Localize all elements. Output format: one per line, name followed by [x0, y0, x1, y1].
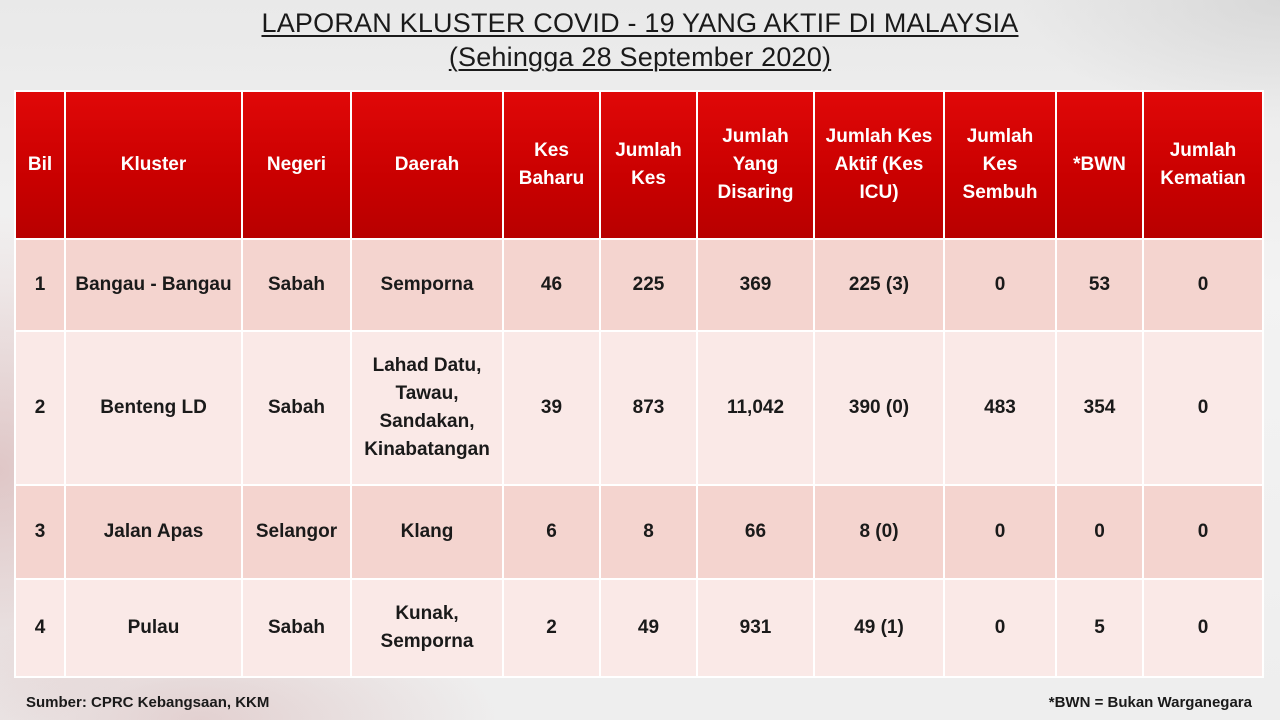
column-header-bil: Bil — [15, 91, 65, 239]
table-row — [15, 579, 1263, 677]
cell-bil: 1 — [15, 239, 65, 331]
cell-negeri: Selangor — [242, 485, 351, 579]
page-subtitle: (Sehingga 28 September 2020) — [448, 42, 832, 72]
column-header-kes-sembuh: Jumlah Kes Sembuh — [944, 91, 1056, 239]
column-header-daerah: Daerah — [351, 91, 503, 239]
cell-kematian: 0 — [1143, 485, 1263, 579]
cell-kematian: 0 — [1143, 579, 1263, 677]
cell-daerah: Semporna — [351, 239, 503, 331]
cell-jumlah-disaring: 931 — [697, 579, 814, 677]
cell-bil: 2 — [15, 331, 65, 485]
cell-bwn: 0 — [1056, 485, 1143, 579]
cell-jumlah-kes: 873 — [600, 331, 697, 485]
column-header-kes-aktif: Jumlah Kes Aktif (Kes ICU) — [814, 91, 944, 239]
cell-negeri: Sabah — [242, 579, 351, 677]
cell-daerah: Kunak, Semporna — [351, 579, 503, 677]
column-header-jumlah-kes: Jumlah Kes — [600, 91, 697, 239]
column-header-kes-baharu: Kes Baharu — [503, 91, 600, 239]
cell-kes-baharu: 2 — [503, 579, 600, 677]
column-header-negeri: Negeri — [242, 91, 351, 239]
table-row — [15, 485, 1263, 579]
cell-jumlah-kes: 225 — [600, 239, 697, 331]
table-row — [15, 239, 1263, 331]
cell-kluster: Pulau — [65, 579, 242, 677]
cell-bwn: 354 — [1056, 331, 1143, 485]
cell-kes-aktif: 390 (0) — [814, 331, 944, 485]
cell-daerah: Lahad Datu, Tawau, Sandakan, Kinabatangan — [351, 331, 503, 485]
cell-kluster: Benteng LD — [65, 331, 242, 485]
cell-jumlah-kes: 49 — [600, 579, 697, 677]
cell-kluster: Jalan Apas — [65, 485, 242, 579]
cell-daerah: Klang — [351, 485, 503, 579]
cell-bwn: 53 — [1056, 239, 1143, 331]
report-title-block — [0, 6, 1280, 74]
page-title: LAPORAN KLUSTER COVID - 19 YANG AKTIF DI MALAYSIA — [261, 8, 1019, 38]
cluster-table — [14, 90, 1264, 678]
bwn-footnote: *BWN = Bukan Warganegara — [1048, 694, 1252, 711]
cell-kes-baharu: 39 — [503, 331, 600, 485]
cell-jumlah-disaring: 369 — [697, 239, 814, 331]
cell-kes-sembuh: 0 — [944, 239, 1056, 331]
cell-bil: 3 — [15, 485, 65, 579]
column-header-bwn: *BWN — [1056, 91, 1143, 239]
cell-bwn: 5 — [1056, 579, 1143, 677]
column-header-kematian: Jumlah Kematian — [1143, 91, 1263, 239]
cell-jumlah-kes: 8 — [600, 485, 697, 579]
cell-kematian: 0 — [1143, 331, 1263, 485]
column-header-jumlah-disaring: Jumlah Yang Disaring — [697, 91, 814, 239]
table-row — [15, 331, 1263, 485]
cell-negeri: Sabah — [242, 239, 351, 331]
cell-kes-sembuh: 0 — [944, 579, 1056, 677]
cell-kes-sembuh: 483 — [944, 331, 1056, 485]
source-note: Sumber: CPRC Kebangsaan, KKM — [26, 694, 270, 711]
table-header-row — [15, 91, 1263, 239]
cell-kluster: Bangau - Bangau — [65, 239, 242, 331]
cell-kes-baharu: 6 — [503, 485, 600, 579]
cell-jumlah-disaring: 11,042 — [697, 331, 814, 485]
cell-kematian: 0 — [1143, 239, 1263, 331]
cell-bil: 4 — [15, 579, 65, 677]
column-header-kluster: Kluster — [65, 91, 242, 239]
cell-kes-aktif: 225 (3) — [814, 239, 944, 331]
cell-kes-sembuh: 0 — [944, 485, 1056, 579]
cell-kes-aktif: 8 (0) — [814, 485, 944, 579]
cell-jumlah-disaring: 66 — [697, 485, 814, 579]
cell-kes-aktif: 49 (1) — [814, 579, 944, 677]
cell-negeri: Sabah — [242, 331, 351, 485]
cell-kes-baharu: 46 — [503, 239, 600, 331]
